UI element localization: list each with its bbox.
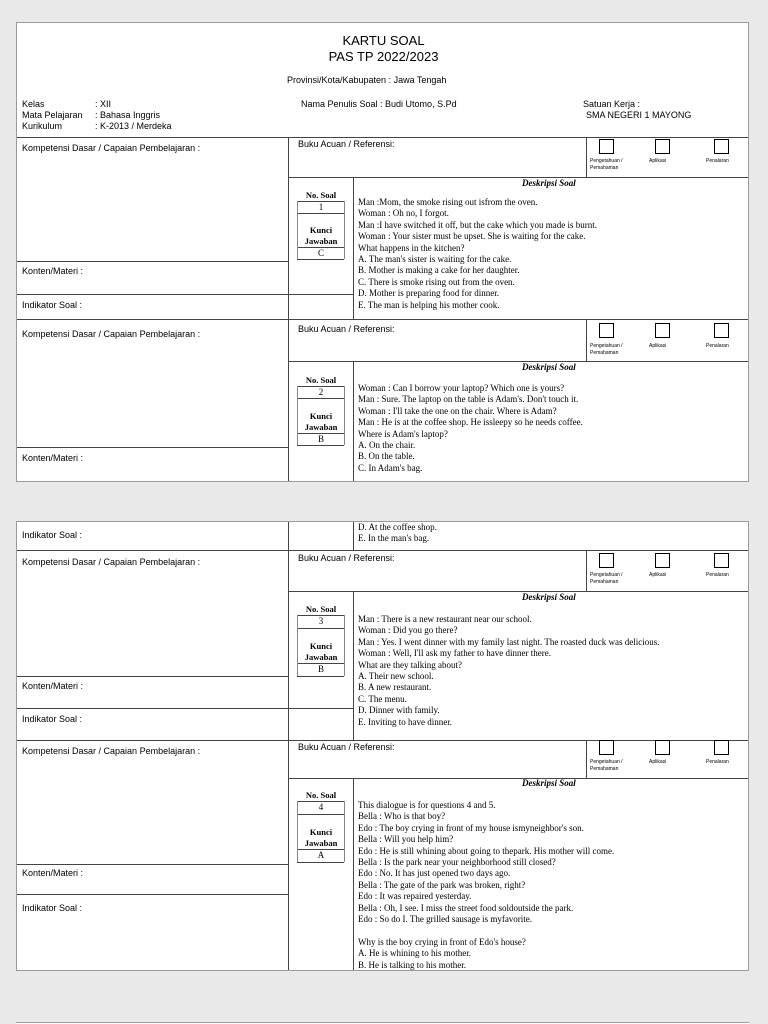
question-line: This dialogue is for questions 4 and 5. <box>358 800 496 810</box>
jawaban-label: Jawaban <box>304 236 338 246</box>
aplikasi-checkbox[interactable] <box>655 139 670 154</box>
pemahaman-label: Pemahaman <box>590 766 619 772</box>
kompetensi-label: Kompetensi Dasar / Capaian Pembelajaran : <box>22 143 201 153</box>
option-line: B. On the table. <box>358 451 415 462</box>
kompetensi-label: Kompetensi Dasar / Capaian Pembelajaran : <box>22 329 201 339</box>
option-line: C. There is smoke rising out from the oven. <box>358 276 515 287</box>
question-line: Edo : It was repaired yesterday. <box>358 891 472 902</box>
option-line: D. At the coffee shop. <box>358 522 437 532</box>
question-line: What happens in the kitchen? <box>358 242 465 253</box>
option-line: B. A new restaurant. <box>358 682 432 693</box>
option-line: E. The man is helping his mother cook. <box>358 299 500 310</box>
mapel-value: : Bahasa Inggris <box>95 110 161 120</box>
pengetahuan-label: Pengetahuan / <box>590 343 623 349</box>
buku-label: Buku Acuan / Referensi: <box>298 742 395 752</box>
deskripsi-title: Deskripsi Soal <box>522 592 576 602</box>
penalaran-label: Penalaran <box>706 158 729 164</box>
pemahaman-label: Pemahaman <box>590 165 619 171</box>
kelas-label: Kelas <box>22 99 45 109</box>
question-number: 2 <box>318 387 324 397</box>
answer-key: B <box>317 434 324 444</box>
buku-label: Buku Acuan / Referensi: <box>298 553 395 563</box>
question-number: 1 <box>318 202 324 212</box>
answer-key: B <box>317 664 324 674</box>
pengetahuan-checkbox[interactable] <box>599 139 614 154</box>
question-number: 4 <box>318 802 324 812</box>
indikator-label: Indikator Soal : <box>22 300 83 310</box>
penalaran-checkbox[interactable] <box>714 740 729 755</box>
blank-line <box>358 925 614 936</box>
no-soal-label: No. Soal <box>305 604 337 614</box>
option-line: C. In Adam's bag. <box>358 462 423 473</box>
question-line: Edo : No. It has just opened two days ago. <box>358 868 511 879</box>
pengetahuan-checkbox[interactable] <box>599 323 614 338</box>
pengetahuan-label: Pengetahuan / <box>590 759 623 765</box>
question-line: Man : There is a new restaurant near our school. <box>358 614 532 624</box>
deskripsi-title: Deskripsi Soal <box>522 362 576 372</box>
penalaran-label: Penalaran <box>706 572 729 578</box>
konten-label: Konten/Materi : <box>22 681 84 691</box>
option-line: C. The menu. <box>358 693 407 704</box>
kurikulum-value: : K-2013 / Merdeka <box>95 121 172 131</box>
question-line: Bella : Is the park near your neighborhood still closed? <box>358 857 556 868</box>
jawaban-label: Jawaban <box>304 838 338 848</box>
aplikasi-label: Aplikasi <box>649 158 667 164</box>
option-line: D. Dinner with family. <box>358 705 440 716</box>
answer-key: C <box>317 248 324 258</box>
kunci-label: Kunci <box>309 411 333 421</box>
question-text <box>358 383 583 474</box>
indikator-label: Indikator Soal : <box>22 714 83 724</box>
penulis-label: Nama Penulis Soal : Budi Utomo, S.Pd <box>301 99 457 109</box>
option-line: A. Their new school. <box>358 671 434 682</box>
penalaran-checkbox[interactable] <box>714 553 729 568</box>
question-line: Woman : I'll take the one on the chair. Where is Adam? <box>358 405 557 416</box>
question-line: Where is Adam's laptop? <box>358 428 448 439</box>
region-label: Provinsi/Kota/Kabupaten : Jawa Tengah <box>287 75 447 85</box>
buku-label: Buku Acuan / Referensi: <box>298 324 395 334</box>
pengetahuan-checkbox[interactable] <box>599 553 614 568</box>
question-line: Bella : Will you help him? <box>358 834 454 845</box>
question-line: What are they talking about? <box>358 659 462 670</box>
question-line: Woman : Oh no, I forgot. <box>358 208 449 219</box>
question-line: Bella : Who is that boy? <box>358 811 446 822</box>
option-line: D. Mother is preparing food for dinner. <box>358 288 499 299</box>
pengetahuan-checkbox[interactable] <box>599 740 614 755</box>
question-line: Man : He is at the coffee shop. He issleepy so he needs coffee. <box>358 417 583 428</box>
page-2 <box>16 521 749 971</box>
kelas-value: : XII <box>95 99 112 109</box>
deskripsi-title: Deskripsi Soal <box>522 778 576 788</box>
question-line: Woman : Did you go there? <box>358 625 458 636</box>
aplikasi-label: Aplikasi <box>649 343 667 349</box>
question-line: Edo : He is still whining about going to thepark. His mother will come. <box>358 845 615 856</box>
question-text <box>358 522 437 545</box>
question-line: Man :I have switched it off, but the cake which you made is burnt. <box>358 219 598 230</box>
jawaban-label: Jawaban <box>304 422 338 432</box>
pengetahuan-label: Pengetahuan / <box>590 572 623 578</box>
jawaban-label: Jawaban <box>304 652 338 662</box>
question-text <box>358 197 597 311</box>
aplikasi-label: Aplikasi <box>649 759 667 765</box>
question-line: Man : Sure. The laptop on the table is Adam's. Don't touch it. <box>358 394 579 405</box>
question-line: Bella : The gate of the park was broken, right? <box>358 879 526 890</box>
konten-label: Konten/Materi : <box>22 266 84 276</box>
question-line: Bella : Oh, I see. I miss the street food soldoutside the park. <box>358 902 574 913</box>
kunci-label: Kunci <box>309 641 333 651</box>
aplikasi-label: Aplikasi <box>649 572 667 578</box>
option-line: E. In the man's bag. <box>358 533 430 544</box>
kurikulum-label: Kurikulum <box>22 121 63 131</box>
satuan-value: SMA NEGERI 1 MAYONG <box>586 110 692 120</box>
option-line: E. Inviting to have dinner. <box>358 716 452 727</box>
no-soal-label: No. Soal <box>305 375 337 385</box>
question-line: Edo : So do I. The grilled sausage is myfavorite. <box>358 914 533 925</box>
question-line: Woman : Well, I'll ask my father to have dinner there. <box>358 648 551 659</box>
kunci-label: Kunci <box>309 225 333 235</box>
question-line: Woman : Your sister must be upset. She is waiting for the cake. <box>358 231 586 242</box>
question-line: Edo : The boy crying in front of my house ismyneighbor's son. <box>358 822 584 833</box>
question-line: Man : Yes. I went dinner with my family last night. The roasted duck was delicious. <box>358 636 660 647</box>
option-line: A. The man's sister is waiting for the cake. <box>358 254 512 265</box>
penalaran-label: Penalaran <box>706 759 729 765</box>
konten-label: Konten/Materi : <box>22 453 84 463</box>
aplikasi-checkbox[interactable] <box>655 740 670 755</box>
penalaran-label: Penalaran <box>706 343 729 349</box>
kompetensi-label: Kompetensi Dasar / Capaian Pembelajaran : <box>22 557 201 567</box>
deskripsi-title: Deskripsi Soal <box>522 178 576 188</box>
konten-label: Konten/Materi : <box>22 868 84 878</box>
question-line: Man :Mom, the smoke rising out isfrom the oven. <box>358 197 538 207</box>
question-line: Woman : Can I borrow your laptop? Which one is yours? <box>358 383 565 393</box>
option-line: A. On the chair. <box>358 440 416 451</box>
question-line: Why is the boy crying in front of Edo's house? <box>358 936 526 947</box>
card-title: KARTU SOAL <box>342 33 425 48</box>
question-text <box>358 614 660 728</box>
no-soal-label: No. Soal <box>305 190 337 200</box>
question-number: 3 <box>318 616 324 626</box>
pengetahuan-label: Pengetahuan / <box>590 158 623 164</box>
aplikasi-checkbox[interactable] <box>655 553 670 568</box>
page-1 <box>16 22 749 482</box>
question-text <box>358 800 614 971</box>
buku-label: Buku Acuan / Referensi: <box>298 139 395 149</box>
penalaran-checkbox[interactable] <box>714 323 729 338</box>
pemahaman-label: Pemahaman <box>590 579 619 585</box>
no-soal-label: No. Soal <box>305 790 337 800</box>
kunci-label: Kunci <box>309 827 333 837</box>
penalaran-checkbox[interactable] <box>714 139 729 154</box>
kompetensi-label: Kompetensi Dasar / Capaian Pembelajaran : <box>22 746 201 756</box>
indikator-label: Indikator Soal : <box>22 903 83 913</box>
satuan-label: Satuan Kerja : <box>583 99 641 109</box>
option-line: B. Mother is making a cake for her daughter. <box>358 265 520 276</box>
indikator-label: Indikator Soal : <box>22 530 83 540</box>
pemahaman-label: Pemahaman <box>590 350 619 356</box>
mapel-label: Mata Pelajaran <box>22 110 83 120</box>
option-line: B. He is talking to his mother. <box>358 959 466 970</box>
card-subtitle: PAS TP 2022/2023 <box>328 49 439 64</box>
option-line: A. He is whining to his mother. <box>358 948 471 959</box>
answer-key: A <box>317 850 325 860</box>
aplikasi-checkbox[interactable] <box>655 323 670 338</box>
